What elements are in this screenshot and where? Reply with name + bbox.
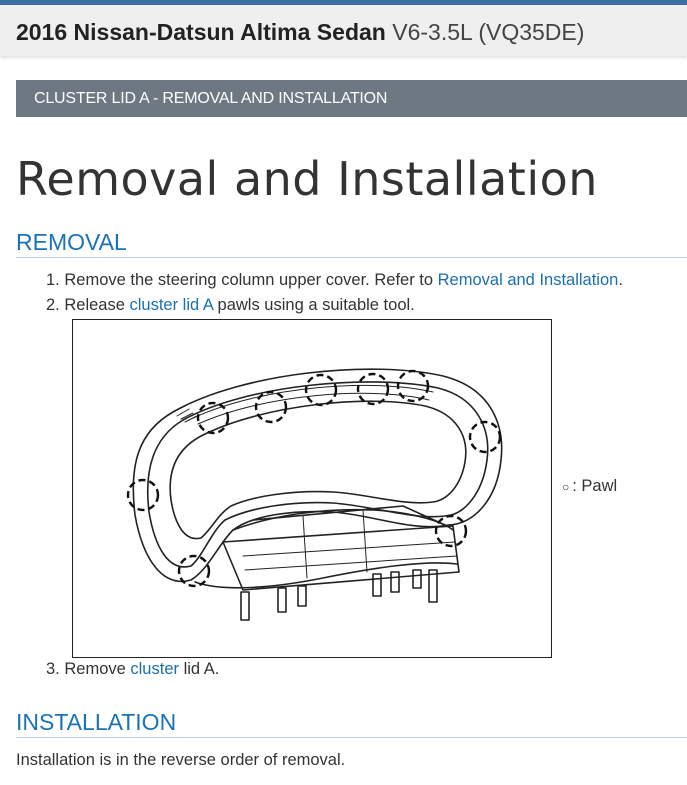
step-text: Release (64, 296, 130, 314)
step-text: Remove (64, 660, 131, 678)
step-text-end: lid A. (179, 660, 220, 678)
step-number: 2. (46, 296, 60, 314)
installation-text: Installation is in the reverse order of removal. (16, 751, 346, 769)
removal-installation-link[interactable]: Removal and Installation (437, 271, 619, 289)
cluster-lid-illustration (73, 320, 551, 657)
step-text-end: pawls using a suitable tool. (212, 296, 415, 314)
step-text-end: . (618, 271, 623, 289)
removal-heading: REMOVAL (16, 229, 687, 258)
cluster-link[interactable]: cluster (130, 660, 179, 678)
cluster-lid-a-link[interactable]: cluster lid A (129, 296, 213, 314)
pawl-legend (562, 477, 617, 496)
removal-step-1 (46, 271, 623, 290)
installation-heading: INSTALLATION (16, 709, 687, 738)
vehicle-header (0, 0, 687, 56)
step-text: Remove the steering column upper cover. Refer to (64, 271, 438, 289)
cluster-lid-figure (72, 319, 552, 658)
section-bar: CLUSTER LID A - REMOVAL AND INSTALLATION (16, 80, 687, 117)
pawl-circle-icon: ○ (562, 480, 570, 494)
legend-label: : Pawl (572, 477, 618, 495)
step-number: 1. (46, 271, 60, 289)
removal-step-2 (46, 296, 415, 315)
removal-step-3 (46, 660, 219, 679)
step-number: 3. (46, 660, 60, 678)
page-title: Removal and Installation (16, 152, 598, 206)
engine-label: V6-3.5L (VQ35DE) (392, 19, 585, 45)
vehicle-name: 2016 Nissan-Datsun Altima Sedan (16, 19, 386, 45)
vehicle-title (16, 19, 584, 46)
